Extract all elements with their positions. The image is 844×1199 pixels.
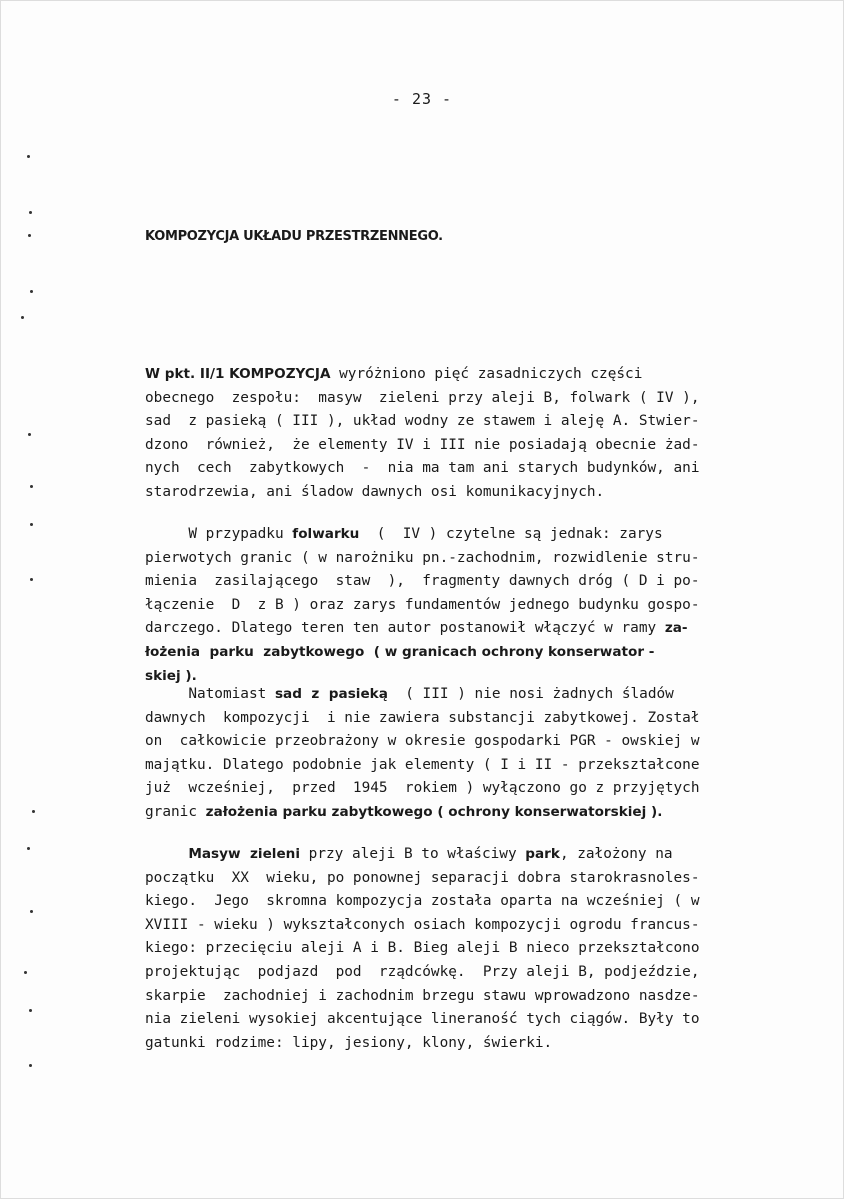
scan-speck	[29, 211, 32, 214]
text-line	[145, 481, 795, 505]
text-segment: pierwotych granic ( w narożniku pn.-zachodnim, rozwidlenie stru-	[145, 549, 700, 566]
text-line	[145, 730, 795, 754]
text-segment: starodrzewia, ani śladow dawnych osi komunikacyjnych.	[145, 483, 605, 500]
text-line	[145, 410, 795, 434]
bold-text: założenia parku zabytkowego ( ochrony konserwatorskiej ).	[205, 803, 663, 820]
text-segment: łączenie D z B ) oraz zarys fundamentów jednego budynku gospo-	[145, 596, 700, 613]
text-segment: dawnych kompozycji i nie zawiera substancji zabytkowej. Został	[145, 709, 700, 726]
text-segment: ( IV ) czytelne są jednak: zarys	[359, 526, 663, 542]
scan-speck	[27, 155, 30, 158]
bold-text: Masyw zieleni	[188, 846, 301, 862]
text-segment: kiego: przecięciu aleji A i B. Bieg aleji B nieco przekształcono	[145, 940, 700, 957]
text-segment: Natomiast	[145, 686, 275, 702]
text-segment: ( III ) nie nosi żadnych śladów	[387, 686, 674, 702]
text-line	[145, 707, 795, 731]
text-segment: nych cech zabytkowych - nia ma tam ani starych budynków, ani	[145, 460, 700, 477]
text-segment: kiego. Jego skromna kompozycja została oparta na wcześniej ( w	[145, 893, 700, 910]
text-segment: nia zieleni wysokiej akcentujące lineraność tych ciągów. Były to	[145, 1011, 700, 1028]
text-segment: W przypadku	[145, 526, 293, 542]
text-line	[145, 801, 795, 825]
text-segment: granic	[145, 803, 206, 820]
text-segment	[145, 846, 188, 862]
bold-text: W pkt. II/1 KOMPOZYCJA	[145, 366, 331, 382]
text-segment: projektując podjazd pod rządcówkę. Przy aleji B, podjeździe,	[145, 963, 700, 980]
text-line	[145, 617, 795, 641]
text-segment: wyróżniono pięć zasadniczych części	[330, 366, 643, 382]
bold-text: sad z pasieką	[274, 686, 388, 702]
scan-speck	[28, 234, 31, 237]
text-line	[145, 363, 795, 387]
text-segment: mienia zasilającego staw ), fragmenty dawnych dróg ( D i po-	[145, 573, 700, 590]
text-line	[145, 890, 795, 914]
scan-speck	[30, 523, 33, 526]
text-segment: gatunki rodzime: lipy, jesiony, klony, świerki.	[145, 1034, 553, 1051]
scan-speck	[28, 433, 31, 436]
text-segment: dzono również, że elementy IV i III nie posiadają obecnie żad-	[145, 436, 700, 453]
scan-speck	[27, 847, 30, 850]
text-segment: obecnego zespołu: masyw zieleni przy aleji B, folwark ( IV ),	[145, 389, 700, 406]
text-line	[145, 457, 795, 481]
text-line	[145, 1008, 795, 1032]
text-line	[145, 754, 795, 778]
text-line	[145, 683, 795, 707]
text-segment: początku XX wieku, po ponownej separacji dobra starokrasnoles-	[145, 869, 700, 886]
text-line	[145, 594, 795, 618]
text-line	[145, 434, 795, 458]
paragraph-1	[145, 363, 795, 505]
scan-speck	[30, 910, 33, 913]
scan-speck	[30, 485, 33, 488]
scan-speck	[30, 578, 33, 581]
text-line	[145, 523, 795, 547]
paragraph-2	[145, 523, 795, 688]
text-segment: przy aleji B to właściwy	[300, 846, 526, 862]
text-line	[145, 1032, 795, 1056]
text-line	[145, 641, 795, 665]
text-segment: już wcześniej, przed 1945 rokiem ) wyłączono go z przyjętych	[145, 780, 700, 797]
text-segment: skarpie zachodniej i zachodnim brzegu stawu wprowadzono nasdze-	[145, 987, 700, 1004]
text-line	[145, 961, 795, 985]
text-line	[145, 570, 795, 594]
scan-speck	[29, 1064, 32, 1067]
text-line	[145, 547, 795, 571]
scan-speck	[21, 316, 24, 319]
text-line	[145, 777, 795, 801]
text-line	[145, 867, 795, 891]
text-segment: on całkowicie przeobrażony w okresie gospodarki PGR - owskiej w	[145, 733, 700, 750]
text-segment: XVIII - wieku ) wykształconych osiach kompozycji ogrodu francus-	[145, 916, 700, 933]
bold-text: folwarku	[292, 526, 360, 542]
bold-text: łożenia parku zabytkowego ( w granicach ochrony konserwator -	[145, 643, 655, 660]
text-line	[145, 843, 795, 867]
scan-speck	[32, 810, 35, 813]
bold-text: skiej ).	[145, 667, 197, 684]
paragraph-3	[145, 683, 795, 825]
paragraph-4	[145, 843, 795, 1055]
scan-speck	[30, 290, 33, 293]
text-line	[145, 387, 795, 411]
text-line	[145, 937, 795, 961]
text-segment: sad z pasieką ( III ), układ wodny ze stawem i aleję A. Stwier-	[145, 413, 700, 430]
text-segment: , założony na	[559, 846, 673, 862]
bold-text: za-	[664, 620, 688, 637]
text-line	[145, 914, 795, 938]
scan-speck	[29, 1009, 32, 1012]
text-segment: darczego. Dlatego teren ten autor postanowił włączyć w ramy	[145, 620, 665, 637]
text-segment: majątku. Dlatego podobnie jak elementy ( I i II - przekształcone	[145, 756, 700, 773]
section-heading: KOMPOZYCJA UKŁADU PRZESTRZENNEGO.	[145, 229, 443, 244]
page-number: - 23 -	[391, 90, 453, 108]
text-line	[145, 985, 795, 1009]
scan-speck	[24, 971, 27, 974]
bold-text: park	[525, 846, 560, 862]
